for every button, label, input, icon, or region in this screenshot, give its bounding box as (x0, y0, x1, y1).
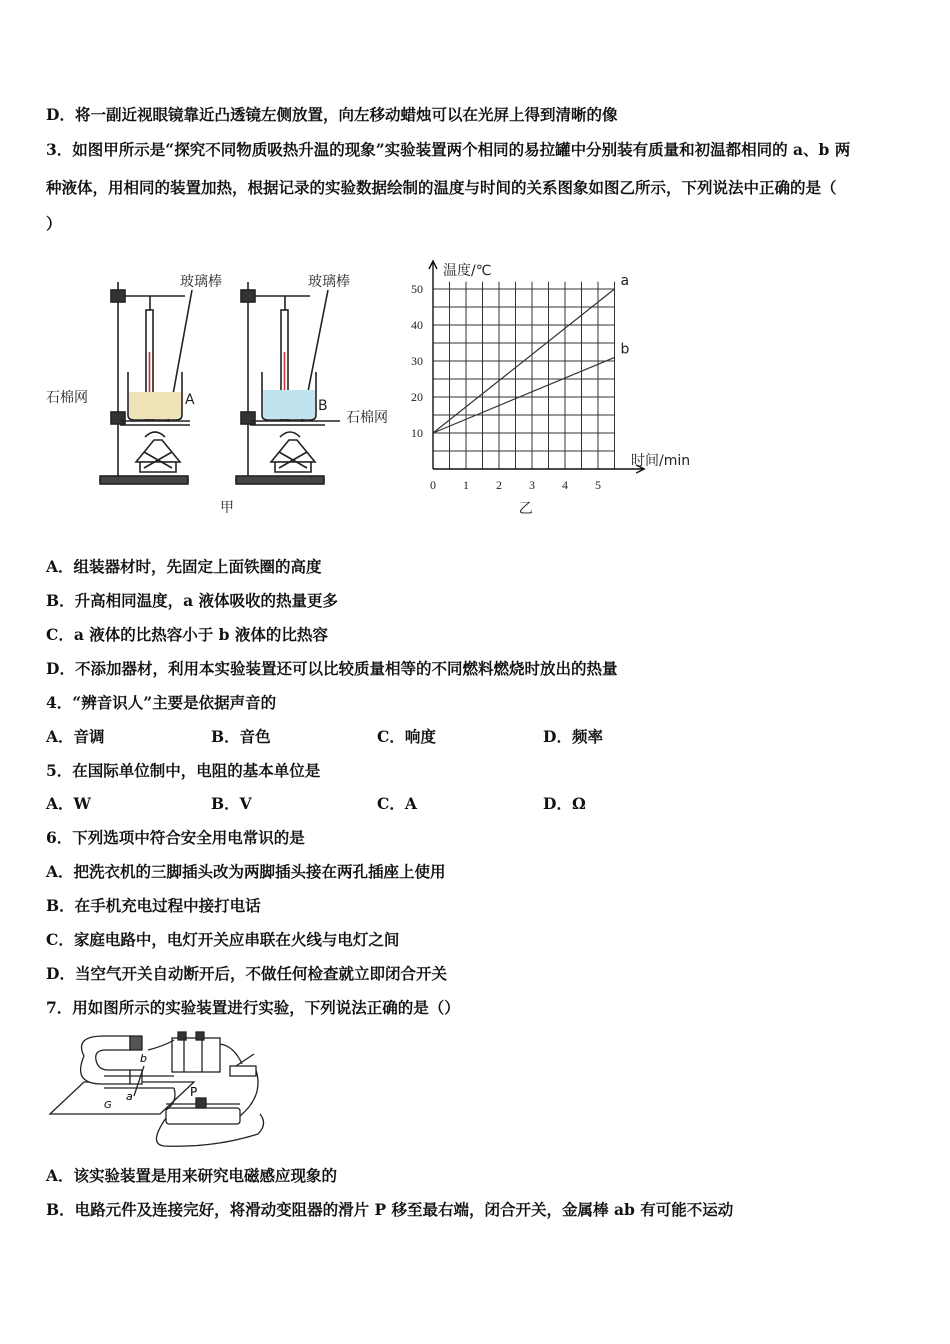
glass-rod-label-left: 玻璃棒 (180, 274, 222, 290)
q7-label-b: b (140, 1052, 147, 1065)
series-line-b (433, 357, 615, 433)
q3-stem-line1: 3．如图甲所示是“探究不同物质吸热升温的现象”实验装置两个相同的易拉罐中分别装有质量和初温都相同的 a、b 两 (46, 140, 851, 159)
q7-label-a: a (126, 1090, 133, 1103)
y-axis-label: 温度/℃ (443, 263, 492, 279)
asbestos-net-label-left: 石棉网 (46, 390, 88, 406)
figure-jia-caption: 甲 (220, 500, 234, 516)
beaker-a-label: A (185, 392, 195, 408)
q6-option-c: C．家庭电路中，电灯开关应串联在火线与电灯之间 (46, 930, 400, 949)
q4-option-c: C．响度 (377, 727, 436, 746)
q5-option-c: C．A (377, 794, 417, 813)
y-tick-label: 10 (411, 426, 423, 440)
q4-option-a: A．音调 (46, 727, 105, 746)
series-label-b: b (620, 341, 630, 358)
q7-option-a: A．该实验装置是用来研究电磁感应现象的 (46, 1166, 338, 1185)
q5-option-d: D．Ω (543, 794, 586, 813)
q4-option-d: D．频率 (543, 727, 603, 746)
q5-option-b: B．V (211, 794, 252, 813)
x-tick-label: 2 (496, 478, 502, 492)
q6-option-b: B．在手机充电过程中接打电话 (46, 896, 261, 915)
y-tick-label: 20 (411, 390, 423, 404)
q6-option-a: A．把洗衣机的三脚插头改为两脚插头接在两孔插座上使用 (46, 862, 446, 881)
q7-label-p: P (190, 1085, 198, 1099)
q2-option-d: D．将一副近视眼镜靠近凸透镜左侧放置，向左移动蜡烛可以在光屏上得到清晰的像 (46, 105, 618, 124)
x-tick-label: 3 (529, 478, 535, 492)
q7-label-g: G (104, 1100, 112, 1111)
q5-option-a: A．W (46, 794, 91, 813)
figure-jia-apparatus (40, 262, 410, 522)
q3-option-a: A．组装器材时，先固定上面铁圈的高度 (46, 557, 322, 576)
y-tick-label: 40 (411, 318, 423, 332)
q3-option-b: B．升高相同温度，a 液体吸收的热量更多 (46, 591, 339, 610)
x-tick-label: 5 (595, 478, 601, 492)
q4-stem: 4．“辨音识人”主要是依据声音的 (46, 693, 277, 712)
figure-yi-chart (400, 255, 720, 520)
q3-option-d: D．不添加器材，利用本实验装置还可以比较质量相等的不同燃料燃烧时放出的热量 (46, 659, 618, 678)
q5-stem: 5．在国际单位制中，电阻的基本单位是 (46, 761, 321, 780)
chart-title: 乙 (518, 501, 533, 517)
x-tick-label: 0 (430, 478, 436, 492)
x-tick-label: 4 (562, 478, 568, 492)
y-tick-label: 50 (411, 282, 423, 296)
q3-stem-line2: 种液体，用相同的装置加热，根据记录的实验数据绘制的温度与时间的关系图象如图乙所示，下列说法中正确的是（ (46, 178, 837, 197)
q6-option-d: D．当空气开关自动断开后，不做任何检查就立即闭合开关 (46, 964, 447, 983)
series-label-a: a (620, 273, 630, 289)
q3-stem-line3: ） (46, 214, 62, 233)
q4-option-b: B．音色 (211, 727, 271, 746)
glass-rod-label-right: 玻璃棒 (308, 274, 350, 290)
q3-option-c: C．a 液体的比热容小于 b 液体的比热容 (46, 625, 328, 644)
x-axis-label: 时间/min (631, 453, 691, 469)
asbestos-net-label-right: 石棉网 (346, 410, 388, 426)
y-tick-label: 30 (411, 354, 423, 368)
q7-stem: 7．用如图所示的实验装置进行实验，下列说法正确的是（） (46, 998, 460, 1017)
beaker-b-label: B (318, 398, 328, 414)
q7-apparatus-figure (44, 1026, 274, 1148)
q7-option-b: B．电路元件及连接完好，将滑动变阻器的滑片 P 移至最右端，闭合开关，金属棒 ab 有可能不运动 (46, 1200, 734, 1219)
x-tick-label: 1 (463, 478, 469, 492)
q6-stem: 6．下列选项中符合安全用电常识的是 (46, 828, 305, 847)
